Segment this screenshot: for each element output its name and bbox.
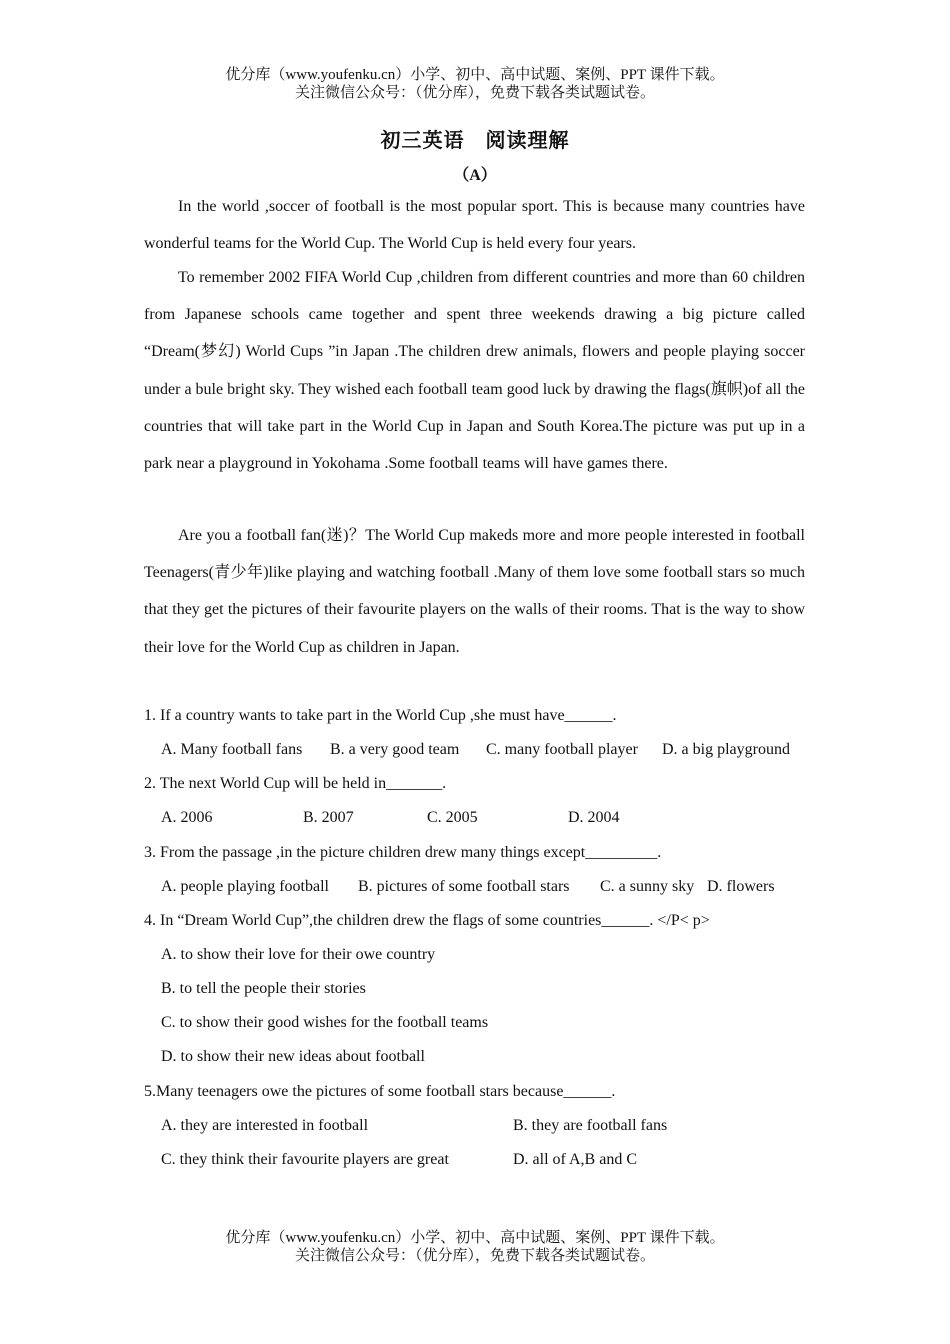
page-footer-line-1: 优分库（www.youfenku.cn）小学、初中、高中试题、案例、PPT 课件下载。 xyxy=(225,1230,725,1246)
document-title: 初三英语 阅读理解 xyxy=(380,130,570,152)
question-2-option-d: D. 2004 xyxy=(568,809,620,826)
question-5-option-c: C. they think their favourite players are great xyxy=(161,1151,449,1168)
section-label: （A） xyxy=(453,167,497,184)
question-2-option-a: A. 2006 xyxy=(161,809,213,826)
question-2-option-b: B. 2007 xyxy=(303,809,354,826)
question-1-option-a: A. Many football fans xyxy=(161,741,303,758)
question-5-option-d: D. all of A,B and C xyxy=(513,1151,637,1168)
question-4-option-d: D. to show their new ideas about football xyxy=(161,1048,425,1065)
question-3-option-a: A. people playing football xyxy=(161,878,329,895)
passage-paragraph-3: Are you a football fan(迷)？The World Cup makeds more and more people interested in football Teenagers(青少年)like playing and watching football .Many of them love some football stars so much that they get the pictures of their favourite players on the walls of their rooms. That is the way to show their love for the World Cup as children in Japan. xyxy=(144,527,805,656)
question-2-stem: 2. The next World Cup will be held in_______. xyxy=(144,775,447,792)
question-4-option-c: C. to show their good wishes for the football teams xyxy=(161,1014,489,1031)
passage-paragraph-2: To remember 2002 FIFA World Cup ,children from different countries and more than 60 children from Japanese schools came together and spent three weekends drawing a big picture called “Dream(梦幻) World Cups ”in Japan .The children drew animals, flowers and people playing soccer under a bule bright sky. They wished each football team good luck by drawing the flags(旗帜)of all the countries that will take part in the World Cup in Japan and South Korea.The picture was put up in a park near a playground in Yokohama .Some football teams will have games there. xyxy=(144,269,805,473)
question-5-option-b: B. they are football fans xyxy=(513,1117,668,1134)
passage-paragraph-1: In the world ,soccer of football is the most popular sport. This is because many countries have wonderful teams for the World Cup. The World Cup is held every four years. xyxy=(144,198,805,253)
question-5-stem: 5.Many teenagers owe the pictures of some football stars because______. xyxy=(144,1083,616,1100)
question-1-option-b: B. a very good team xyxy=(330,741,460,758)
question-3-option-c: C. a sunny sky xyxy=(600,878,695,895)
page-footer-line-2: 关注微信公众号：（优分库），免费下载各类试题试卷。 xyxy=(294,1248,655,1264)
page-header-line-2: 关注微信公众号：（优分库），免费下载各类试题试卷。 xyxy=(294,85,655,101)
question-1-option-c: C. many football player xyxy=(486,741,638,758)
question-3-option-b: B. pictures of some football stars xyxy=(358,878,570,895)
question-2-option-c: C. 2005 xyxy=(427,809,478,826)
question-4-stem: 4. In “Dream World Cup”,the children drew the flags of some countries______. </P< p> xyxy=(144,912,710,929)
question-4-option-a: A. to show their love for their owe country xyxy=(161,946,436,963)
question-3-stem: 3. From the passage ,in the picture children drew many things except_________. xyxy=(144,844,662,861)
question-3-option-d: D. flowers xyxy=(707,878,775,895)
question-1-option-d: D. a big playground xyxy=(662,741,790,758)
page-header-line-1: 优分库（www.youfenku.cn）小学、初中、高中试题、案例、PPT 课件下载。 xyxy=(225,67,725,83)
question-5-option-a: A. they are interested in football xyxy=(161,1117,369,1134)
question-1-stem: 1. If a country wants to take part in the World Cup ,she must have______. xyxy=(144,707,617,724)
question-4-option-b: B. to tell the people their stories xyxy=(161,980,366,997)
